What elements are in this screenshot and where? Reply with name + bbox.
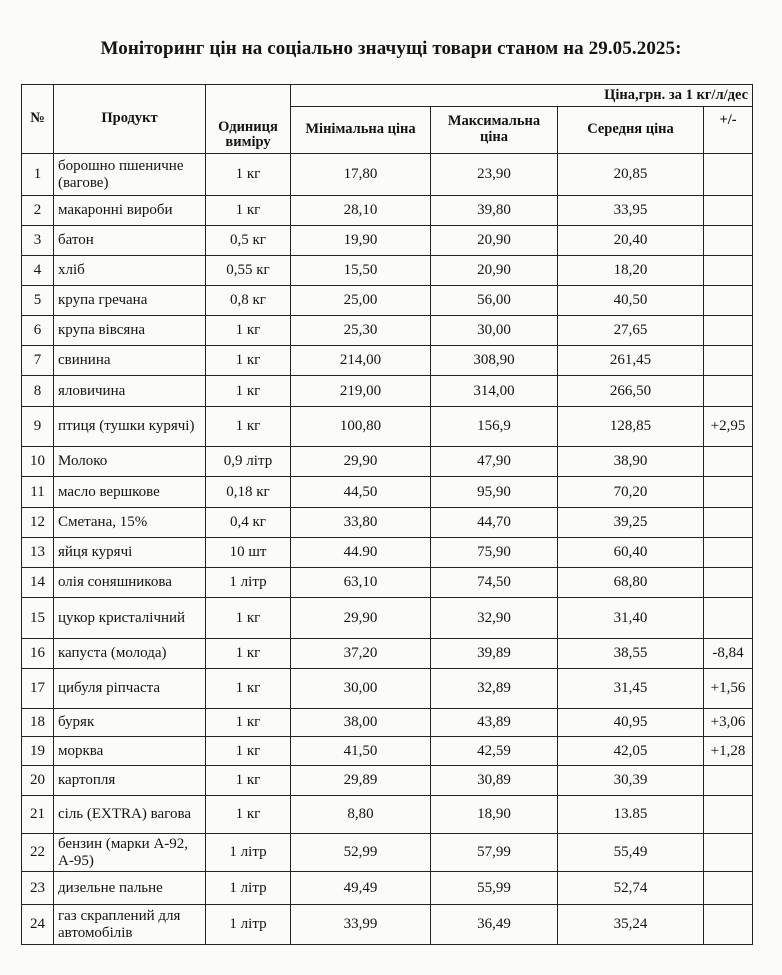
unit-of-measure: 1 кг [206,407,291,447]
header-price-group: Ціна,грн. за 1 кг/л/дес [291,85,753,107]
row-number: 7 [22,346,54,376]
unit-of-measure: 0,8 кг [206,286,291,316]
header-row-group [22,85,753,107]
max-price: 32,89 [431,669,558,709]
price-change [704,154,753,196]
max-price: 74,50 [431,568,558,598]
price-change [704,872,753,905]
min-price: 28,10 [291,196,431,226]
min-price: 29,90 [291,447,431,477]
avg-price: 38,55 [558,639,704,669]
avg-price: 13.85 [558,796,704,834]
unit-of-measure: 0,4 кг [206,508,291,538]
product-name: яловичина [54,376,206,407]
header-unit: Одиниця виміру [206,85,291,154]
product-name: свинина [54,346,206,376]
max-price: 20,90 [431,256,558,286]
product-name: картопля [54,766,206,796]
avg-price: 38,90 [558,447,704,477]
avg-price: 128,85 [558,407,704,447]
product-name: буряк [54,709,206,737]
max-price: 156,9 [431,407,558,447]
avg-price: 18,20 [558,256,704,286]
max-price: 18,90 [431,796,558,834]
price-change [704,477,753,508]
row-number: 8 [22,376,54,407]
avg-price: 40,50 [558,286,704,316]
product-name: сіль (EXTRA) вагова [54,796,206,834]
table-row [22,154,753,196]
row-number: 1 [22,154,54,196]
max-price: 43,89 [431,709,558,737]
table-row [22,226,753,256]
table-row [22,376,753,407]
price-change: -8,84 [704,639,753,669]
max-price: 44,70 [431,508,558,538]
avg-price: 27,65 [558,316,704,346]
price-change [704,376,753,407]
max-price: 32,90 [431,598,558,639]
min-price: 100,80 [291,407,431,447]
table-row [22,639,753,669]
avg-price: 55,49 [558,834,704,872]
min-price: 8,80 [291,796,431,834]
header-number: № [22,85,54,154]
row-number: 13 [22,538,54,568]
table-row [22,346,753,376]
avg-price: 60,40 [558,538,704,568]
max-price: 56,00 [431,286,558,316]
table-row [22,568,753,598]
price-change [704,598,753,639]
min-price: 15,50 [291,256,431,286]
row-number: 3 [22,226,54,256]
max-price: 308,90 [431,346,558,376]
table-row [22,538,753,568]
product-name: птиця (тушки курячі) [54,407,206,447]
product-name: масло вершкове [54,477,206,508]
min-price: 219,00 [291,376,431,407]
unit-of-measure: 1 кг [206,796,291,834]
row-number: 11 [22,477,54,508]
avg-price: 266,50 [558,376,704,407]
avg-price: 70,20 [558,477,704,508]
max-price: 30,00 [431,316,558,346]
row-number: 20 [22,766,54,796]
product-name: яйця курячі [54,538,206,568]
price-change: +1,28 [704,737,753,766]
unit-of-measure: 0,55 кг [206,256,291,286]
product-name: крупа гречана [54,286,206,316]
table-row [22,834,753,872]
table-row [22,447,753,477]
price-table [21,84,753,945]
product-name: батон [54,226,206,256]
row-number: 10 [22,447,54,477]
min-price: 30,00 [291,669,431,709]
table-row [22,709,753,737]
max-price: 23,90 [431,154,558,196]
max-price: 20,90 [431,226,558,256]
unit-of-measure: 1 кг [206,639,291,669]
unit-of-measure: 0,9 літр [206,447,291,477]
unit-of-measure: 1 літр [206,905,291,945]
price-change [704,316,753,346]
price-change: +1,56 [704,669,753,709]
avg-price: 52,74 [558,872,704,905]
max-price: 36,49 [431,905,558,945]
table-row [22,256,753,286]
price-change [704,196,753,226]
avg-price: 30,39 [558,766,704,796]
product-name: крупа вівсяна [54,316,206,346]
max-price: 314,00 [431,376,558,407]
header-avg-price: Середня ціна [558,107,704,154]
product-name: олія соняшникова [54,568,206,598]
price-change: +3,06 [704,709,753,737]
min-price: 44,50 [291,477,431,508]
product-name: цукор кристалічний [54,598,206,639]
header-change: +/- [704,107,753,154]
table-row [22,286,753,316]
price-change [704,538,753,568]
table-row [22,196,753,226]
product-name: газ скраплений для автомобілів [54,905,206,945]
table-row [22,905,753,945]
product-name: Сметана, 15% [54,508,206,538]
max-price: 47,90 [431,447,558,477]
max-price: 75,90 [431,538,558,568]
price-change [704,796,753,834]
price-change [704,447,753,477]
table-row [22,407,753,447]
table-row [22,872,753,905]
price-change [704,508,753,538]
min-price: 25,00 [291,286,431,316]
table-row [22,737,753,766]
price-change [704,226,753,256]
min-price: 44.90 [291,538,431,568]
min-price: 214,00 [291,346,431,376]
row-number: 5 [22,286,54,316]
price-change [704,834,753,872]
price-change [704,905,753,945]
min-price: 52,99 [291,834,431,872]
unit-of-measure: 1 кг [206,154,291,196]
price-change [704,568,753,598]
min-price: 17,80 [291,154,431,196]
price-change [704,256,753,286]
unit-of-measure: 1 літр [206,834,291,872]
avg-price: 40,95 [558,709,704,737]
product-name: борошно пшеничне (вагове) [54,154,206,196]
avg-price: 42,05 [558,737,704,766]
unit-of-measure: 1 літр [206,568,291,598]
price-change [704,346,753,376]
min-price: 41,50 [291,737,431,766]
min-price: 19,90 [291,226,431,256]
avg-price: 31,45 [558,669,704,709]
unit-of-measure: 1 кг [206,598,291,639]
product-name: морква [54,737,206,766]
unit-of-measure: 1 кг [206,376,291,407]
price-change: +2,95 [704,407,753,447]
row-number: 2 [22,196,54,226]
product-name: капуста (молода) [54,639,206,669]
avg-price: 33,95 [558,196,704,226]
unit-of-measure: 1 кг [206,737,291,766]
header-max-price: Максимальна ціна [431,107,558,154]
avg-price: 20,40 [558,226,704,256]
table-row [22,796,753,834]
header-min-price: Мінімальна ціна [291,107,431,154]
unit-of-measure: 1 кг [206,709,291,737]
row-number: 12 [22,508,54,538]
row-number: 14 [22,568,54,598]
unit-of-measure: 1 кг [206,316,291,346]
row-number: 18 [22,709,54,737]
unit-of-measure: 1 кг [206,346,291,376]
table-row [22,316,753,346]
row-number: 15 [22,598,54,639]
table-row [22,598,753,639]
row-number: 22 [22,834,54,872]
max-price: 39,80 [431,196,558,226]
avg-price: 35,24 [558,905,704,945]
row-number: 9 [22,407,54,447]
min-price: 49,49 [291,872,431,905]
product-name: Молоко [54,447,206,477]
page-title: Моніторинг цін на соціально значущі товари станом на 29.05.2025: [100,38,682,59]
table-row [22,669,753,709]
max-price: 42,59 [431,737,558,766]
max-price: 39,89 [431,639,558,669]
min-price: 29,89 [291,766,431,796]
min-price: 37,20 [291,639,431,669]
table-row [22,508,753,538]
row-number: 19 [22,737,54,766]
min-price: 38,00 [291,709,431,737]
unit-of-measure: 1 кг [206,669,291,709]
row-number: 21 [22,796,54,834]
min-price: 33,80 [291,508,431,538]
unit-of-measure: 10 шт [206,538,291,568]
unit-of-measure: 1 літр [206,872,291,905]
price-change [704,766,753,796]
max-price: 55,99 [431,872,558,905]
min-price: 33,99 [291,905,431,945]
min-price: 63,10 [291,568,431,598]
min-price: 25,30 [291,316,431,346]
product-name: хліб [54,256,206,286]
avg-price: 261,45 [558,346,704,376]
row-number: 17 [22,669,54,709]
avg-price: 31,40 [558,598,704,639]
price-change [704,286,753,316]
min-price: 29,90 [291,598,431,639]
table-row [22,766,753,796]
row-number: 24 [22,905,54,945]
row-number: 6 [22,316,54,346]
table-row [22,477,753,508]
unit-of-measure: 1 кг [206,766,291,796]
product-name: дизельне пальне [54,872,206,905]
row-number: 23 [22,872,54,905]
row-number: 16 [22,639,54,669]
avg-price: 39,25 [558,508,704,538]
product-name: цибуля ріпчаста [54,669,206,709]
header-product: Продукт [54,85,206,154]
unit-of-measure: 1 кг [206,196,291,226]
max-price: 95,90 [431,477,558,508]
avg-price: 20,85 [558,154,704,196]
max-price: 57,99 [431,834,558,872]
product-name: макаронні вироби [54,196,206,226]
row-number: 4 [22,256,54,286]
unit-of-measure: 0,18 кг [206,477,291,508]
avg-price: 68,80 [558,568,704,598]
product-name: бензин (марки А-92, А-95) [54,834,206,872]
max-price: 30,89 [431,766,558,796]
unit-of-measure: 0,5 кг [206,226,291,256]
